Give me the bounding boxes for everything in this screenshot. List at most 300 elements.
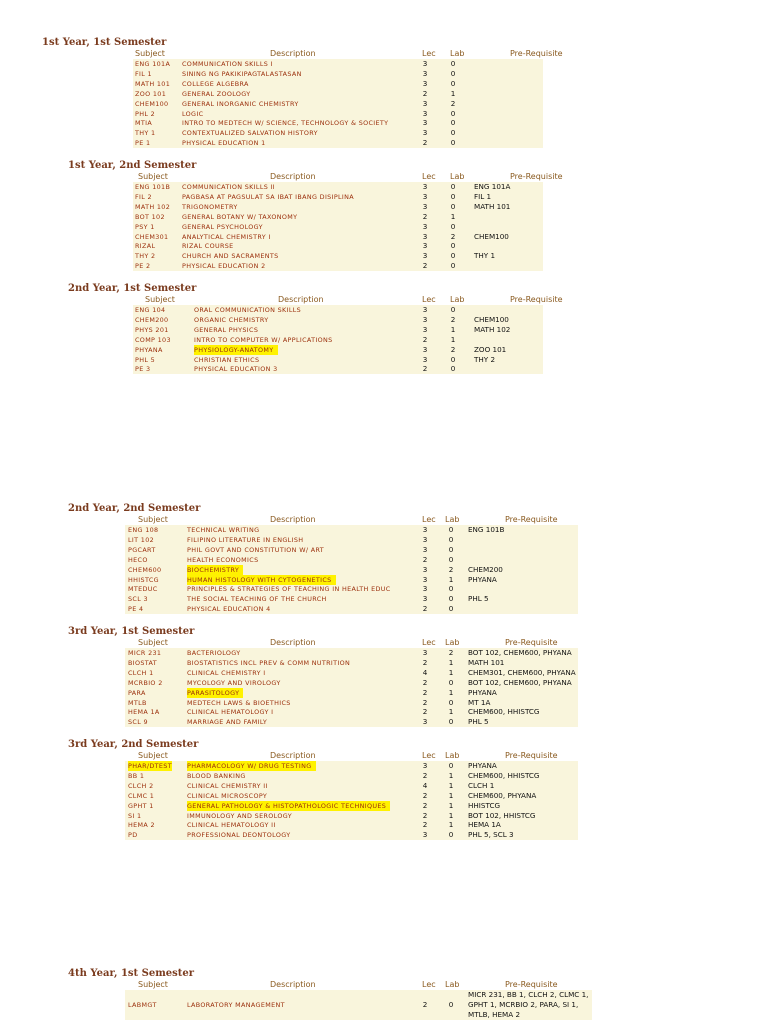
header-lec: Lec	[422, 980, 436, 989]
header-prereq: Pre-Requisite	[510, 295, 563, 304]
subject-description: BACTERIOLOGY	[187, 649, 241, 657]
lec-units: 2	[422, 687, 428, 697]
table-row	[0, 545, 768, 555]
prerequisite: HHISTCG	[468, 800, 501, 810]
lab-units: 1	[448, 800, 454, 810]
subject-description: GENERAL PSYCHOLOGY	[182, 222, 263, 231]
subject-description: GENERAL BOTANY W/ TAXONOMY	[182, 212, 298, 221]
lab-units: 0	[448, 677, 454, 687]
lab-units: 0	[450, 118, 456, 128]
table-row	[0, 345, 768, 355]
lec-units: 3	[422, 534, 428, 544]
lab-units: 0	[450, 221, 456, 231]
subject-code: RIZAL	[135, 242, 156, 251]
table-row	[0, 192, 768, 202]
subject-description: BIOSTATISTICS INCL PREV & COMM NUTRITION	[187, 658, 351, 667]
subject-description: PHIL GOVT AND CONSTITUTION W/ ART	[187, 545, 325, 554]
subject-description: CLINICAL CHEMISTRY I	[187, 668, 266, 677]
table-row	[0, 202, 768, 212]
lab-units: 2	[450, 231, 456, 241]
lab-units: 2	[450, 314, 456, 324]
prerequisite: MATH 101	[474, 201, 511, 211]
lab-units: 0	[448, 584, 454, 594]
subject-description: FILIPINO LITERATURE IN ENGLISH	[187, 535, 304, 544]
table-row	[0, 118, 768, 128]
lab-units: 0	[450, 354, 456, 364]
subject-code: CHEM200	[135, 315, 169, 324]
lab-units: 0	[450, 108, 456, 118]
lec-units: 3	[422, 108, 428, 118]
table-row	[0, 990, 768, 1020]
prerequisite: PHYANA	[468, 687, 497, 697]
table-row	[0, 535, 768, 545]
table-row	[0, 222, 768, 232]
subject-description: PHARMACOLOGY W/ DRUG TESTING	[187, 761, 316, 771]
header-description: Description	[270, 49, 316, 58]
subject-code: ZOO 101	[135, 89, 167, 98]
table-row	[0, 355, 768, 365]
lab-units: 0	[448, 761, 454, 770]
subject-code: HHISTCG	[128, 575, 159, 584]
prerequisite: CLCH 1	[468, 780, 495, 790]
subject-code: CLCH 2	[128, 781, 154, 790]
prerequisite: THY 1	[474, 251, 496, 261]
lab-units: 1	[450, 211, 456, 221]
subject-code: MTLB	[128, 698, 147, 707]
lab-units: 2	[448, 564, 454, 574]
subject-code: HECO	[128, 555, 148, 564]
lec-units: 2	[422, 211, 428, 221]
lec-units: 3	[422, 314, 428, 324]
subject-code: BIOSTAT	[128, 658, 157, 667]
lec-units: 2	[422, 677, 428, 687]
header-description: Description	[270, 638, 316, 647]
subject-description: COMMUNICATION SKILLS II	[182, 183, 275, 191]
subject-code: PD	[128, 831, 138, 840]
prerequisite: PHYANA	[468, 574, 497, 584]
lab-units: 0	[450, 68, 456, 78]
prerequisite: CHEM200	[468, 564, 503, 574]
subject-code: ENG 108	[128, 526, 159, 534]
lab-units: 2	[448, 648, 454, 657]
lec-units: 2	[422, 657, 428, 667]
subject-description: PROFESSIONAL DEONTOLOGY	[187, 831, 291, 840]
header-description: Description	[270, 751, 316, 760]
prerequisite: THY 2	[474, 354, 496, 364]
lec-units: 3	[422, 324, 428, 334]
table-row	[0, 89, 768, 99]
lab-units: 0	[450, 305, 456, 314]
lec-units: 3	[422, 574, 428, 584]
subject-code: MTIA	[135, 119, 153, 128]
lec-units: 3	[422, 354, 428, 364]
lab-units: 0	[450, 128, 456, 138]
header-lec: Lec	[422, 751, 436, 760]
lec-units: 3	[422, 182, 428, 191]
subject-description: COLLEGE ALGEBRA	[182, 79, 249, 88]
table-row	[0, 771, 768, 781]
subject-description: CONTEXTUALIZED SALVATION HISTORY	[182, 129, 318, 138]
table-row	[0, 575, 768, 585]
header-lab: Lab	[445, 515, 460, 524]
subject-description: RIZAL COURSE	[182, 242, 234, 251]
lab-units: 1	[448, 574, 454, 584]
table-row	[0, 565, 768, 575]
table-row	[0, 69, 768, 79]
table-row	[0, 325, 768, 335]
table-row	[0, 761, 768, 771]
subject-description: PHYSIOLOGY-ANATOMY	[194, 345, 278, 355]
lab-units: 1	[448, 820, 454, 830]
subject-code: PE 1	[135, 139, 151, 148]
subject-code: PHYS 201	[135, 325, 169, 334]
subject-code: FIL 1	[135, 69, 152, 78]
prerequisite: PHYANA	[468, 761, 497, 770]
subject-description: COMMUNICATION SKILLS I	[182, 60, 273, 68]
lab-units: 0	[448, 525, 454, 534]
lec-units: 4	[422, 667, 428, 677]
lec-units: 2	[422, 697, 428, 707]
semester-title: 3rd Year, 1st Semester	[68, 626, 195, 637]
subject-code: ENG 101A	[135, 60, 171, 68]
header-lec: Lec	[422, 49, 436, 58]
semester-title: 1st Year, 1st Semester	[42, 37, 167, 48]
subject-description: INTRO TO COMPUTER W/ APPLICATIONS	[194, 335, 333, 344]
subject-code: SI 1	[128, 811, 142, 820]
subject-description: GENERAL PATHOLOGY & HISTOPATHOLOGIC TECHNIQUES	[187, 801, 390, 811]
header-lec: Lec	[422, 172, 436, 181]
subject-description: GENERAL INORGANIC CHEMISTRY	[182, 99, 299, 108]
subject-description: BIOCHEMISTRY	[187, 565, 243, 575]
lab-units: 1	[448, 810, 454, 820]
subject-code: MICR 231	[128, 649, 162, 657]
subject-code: MCRBIO 2	[128, 678, 163, 687]
subject-code: PHL 5	[135, 355, 156, 364]
header-subject: Subject	[138, 172, 168, 181]
lab-units: 0	[448, 544, 454, 554]
table-row	[0, 128, 768, 138]
lab-units: 2	[450, 344, 456, 354]
table-row	[0, 707, 768, 717]
lec-units: 2	[422, 364, 428, 374]
lec-units: 2	[422, 88, 428, 98]
subject-code: SCL 9	[128, 718, 148, 727]
lab-units: 0	[450, 201, 456, 211]
subject-code: SCL 3	[128, 595, 148, 604]
lec-units: 2	[422, 820, 428, 830]
lec-units: 2	[422, 1000, 428, 1009]
header-description: Description	[278, 295, 324, 304]
lec-units: 3	[422, 648, 428, 657]
prerequisite: BOT 102, CHEM600, PHYANA	[468, 677, 572, 687]
lab-units: 0	[448, 1000, 454, 1009]
lab-units: 1	[450, 324, 456, 334]
lab-units: 2	[450, 98, 456, 108]
subject-description: PRINCIPLES & STRATEGIES OF TEACHING IN HEALTH EDUC	[187, 585, 391, 594]
table-row	[0, 305, 768, 315]
table-row	[0, 79, 768, 89]
lab-units: 1	[448, 790, 454, 800]
subject-description: CLINICAL MICROSCOPY	[187, 791, 268, 800]
header-lab: Lab	[450, 172, 465, 181]
table-row	[0, 717, 768, 727]
subject-code: CHEM301	[135, 232, 169, 241]
subject-code: LABMGT	[128, 1001, 157, 1009]
prerequisite: MATH 102	[474, 324, 511, 334]
subject-code: ENG 104	[135, 306, 166, 314]
table-row	[0, 830, 768, 840]
lec-units: 2	[422, 707, 428, 717]
lab-units: 0	[448, 717, 454, 727]
subject-code: CHEM100	[135, 99, 169, 108]
subject-code: GPHT 1	[128, 801, 154, 810]
table-row	[0, 212, 768, 222]
subject-description: PHYSICAL EDUCATION 1	[182, 139, 266, 148]
header-lab: Lab	[450, 295, 465, 304]
prerequisite: CHEM600, HHISTCG	[468, 707, 540, 717]
subject-code: PE 2	[135, 262, 151, 271]
lec-units: 3	[422, 201, 428, 211]
header-lec: Lec	[422, 638, 436, 647]
prerequisite: CHEM100	[474, 231, 509, 241]
subject-code: LIT 102	[128, 535, 155, 544]
lec-units: 3	[422, 525, 428, 534]
prerequisite: PHL 5	[468, 717, 489, 727]
lec-units: 3	[422, 98, 428, 108]
subject-description: THE SOCIAL TEACHING OF THE CHURCH	[187, 595, 327, 604]
lec-units: 3	[422, 78, 428, 88]
lab-units: 0	[450, 182, 456, 191]
subject-description: BLOOD BANKING	[187, 771, 246, 780]
prerequisite: PHL 5	[468, 594, 489, 604]
subject-code: ENG 101B	[135, 183, 171, 191]
table-row	[0, 648, 768, 658]
prerequisite: CHEM301, CHEM600, PHYANA	[468, 667, 576, 677]
semester-title: 2nd Year, 1st Semester	[68, 283, 197, 294]
header-prereq: Pre-Requisite	[505, 638, 558, 647]
lec-units: 3	[422, 830, 428, 840]
lab-units: 1	[448, 770, 454, 780]
table-row	[0, 604, 768, 614]
table-row	[0, 315, 768, 325]
subject-description: LOGIC	[182, 109, 204, 118]
lab-units: 0	[450, 241, 456, 251]
subject-description: CLINICAL CHEMISTRY II	[187, 781, 268, 790]
table-row	[0, 658, 768, 668]
subject-code: CHEM600	[128, 565, 162, 574]
lab-units: 0	[448, 534, 454, 544]
lec-units: 3	[422, 231, 428, 241]
lec-units: 3	[422, 305, 428, 314]
lec-units: 3	[422, 717, 428, 727]
subject-description: LABORATORY MANAGEMENT	[187, 1001, 285, 1009]
lab-units: 1	[448, 687, 454, 697]
lab-units: 0	[450, 78, 456, 88]
header-prereq: Pre-Requisite	[505, 515, 558, 524]
prerequisite: ENG 101A	[474, 182, 511, 191]
subject-description: CLINICAL HEMATOLOGY I	[187, 708, 274, 717]
header-lab: Lab	[450, 49, 465, 58]
table-row	[0, 335, 768, 345]
table-row	[0, 781, 768, 791]
table-row	[0, 138, 768, 148]
subject-code: THY 2	[135, 252, 156, 261]
subject-description: PAGBASA AT PAGSULAT SA IBAT IBANG DISIPLINA	[182, 192, 355, 201]
header-lab: Lab	[445, 751, 460, 760]
subject-code: PHAR/DTEST	[128, 762, 172, 770]
lec-units: 3	[422, 118, 428, 128]
subject-code: PE 3	[135, 365, 151, 374]
lab-units: 0	[448, 554, 454, 564]
header-description: Description	[270, 980, 316, 989]
subject-description: TRIGONOMETRY	[182, 202, 238, 211]
lec-units: 2	[422, 790, 428, 800]
subject-description: MYCOLOGY AND VIROLOGY	[187, 678, 281, 687]
prerequisite: MICR 231, BB 1, CLCH 2, CLMC 1, GPHT 1, MCRBIO 2, PARA, SI 1, MTLB, HEMA 2	[468, 990, 589, 1019]
table-row	[0, 688, 768, 698]
header-subject: Subject	[135, 49, 165, 58]
prerequisite: ZOO 101	[474, 344, 507, 354]
subject-description: MARRIAGE AND FAMILY	[187, 718, 268, 727]
lab-units: 0	[448, 594, 454, 604]
table-row	[0, 678, 768, 688]
lec-units: 3	[422, 584, 428, 594]
table-row	[0, 251, 768, 261]
lec-units: 2	[422, 334, 428, 344]
prerequisite: CHEM600, HHISTCG	[468, 770, 540, 780]
lec-units: 2	[422, 810, 428, 820]
lec-units: 3	[422, 564, 428, 574]
lab-units: 0	[448, 830, 454, 840]
lec-units: 3	[422, 344, 428, 354]
prerequisite: FIL 1	[474, 191, 492, 201]
lec-units: 2	[422, 554, 428, 564]
subject-description: GENERAL PHYSICS	[194, 325, 259, 334]
table-row	[0, 668, 768, 678]
header-subject: Subject	[138, 515, 168, 524]
table-row	[0, 525, 768, 535]
subject-code: FIL 2	[135, 192, 152, 201]
table-row	[0, 555, 768, 565]
lec-units: 3	[422, 761, 428, 770]
subject-code: HEMA 2	[128, 821, 155, 830]
header-lab: Lab	[445, 638, 460, 647]
lab-units: 1	[448, 707, 454, 717]
subject-code: PHYANA	[135, 345, 163, 354]
subject-code: BB 1	[128, 771, 145, 780]
lec-units: 3	[422, 251, 428, 261]
header-prereq: Pre-Requisite	[505, 980, 558, 989]
lab-units: 1	[448, 667, 454, 677]
lec-units: 2	[422, 770, 428, 780]
subject-description: PHYSICAL EDUCATION 2	[182, 262, 266, 271]
lab-units: 0	[450, 364, 456, 374]
header-lec: Lec	[422, 295, 436, 304]
table-row	[0, 811, 768, 821]
lec-units: 2	[422, 800, 428, 810]
prerequisite: MATH 101	[468, 657, 505, 667]
subject-code: PGCART	[128, 545, 156, 554]
header-subject: Subject	[138, 751, 168, 760]
lab-units: 0	[448, 604, 454, 614]
lab-units: 0	[448, 697, 454, 707]
subject-code: PHL 2	[135, 109, 156, 118]
prerequisite: CHEM600, PHYANA	[468, 790, 537, 800]
table-row	[0, 59, 768, 69]
lab-units: 1	[450, 334, 456, 344]
subject-code: CLCH 1	[128, 668, 154, 677]
subject-description: IMMUNOLOGY AND SEROLOGY	[187, 811, 292, 820]
table-row	[0, 364, 768, 374]
subject-description: CLINICAL HEMATOLOGY II	[187, 821, 276, 830]
subject-description: CHRISTIAN ETHICS	[194, 355, 260, 364]
lec-units: 3	[422, 594, 428, 604]
header-lec: Lec	[422, 515, 436, 524]
table-row	[0, 109, 768, 119]
subject-code: CLMC 1	[128, 791, 155, 800]
subject-description: ORGANIC CHEMISTRY	[194, 315, 269, 324]
subject-code: THY 1	[135, 129, 156, 138]
table-row	[0, 241, 768, 251]
subject-description: TECHNICAL WRITING	[187, 526, 260, 534]
lec-units: 2	[422, 604, 428, 614]
lab-units: 1	[448, 780, 454, 790]
header-lab: Lab	[445, 980, 460, 989]
lab-units: 1	[450, 88, 456, 98]
table-row	[0, 584, 768, 594]
semester-title: 3rd Year, 2nd Semester	[68, 739, 199, 750]
prerequisite: BOT 102, HHISTCG	[468, 810, 536, 820]
subject-code: BOT 102	[135, 212, 165, 221]
table-row	[0, 99, 768, 109]
subject-description: GENERAL ZOOLOGY	[182, 89, 251, 98]
table-row	[0, 232, 768, 242]
lec-units: 3	[422, 241, 428, 251]
lec-units: 3	[422, 544, 428, 554]
table-row	[0, 182, 768, 192]
table-row	[0, 698, 768, 708]
subject-description: CHURCH AND SACRAMENTS	[182, 252, 279, 261]
subject-description: ORAL COMMUNICATION SKILLS	[194, 306, 302, 314]
header-prereq: Pre-Requisite	[510, 172, 563, 181]
header-subject: Subject	[138, 980, 168, 989]
table-row	[0, 261, 768, 271]
subject-description: HEALTH ECONOMICS	[187, 555, 259, 564]
prerequisite: HEMA 1A	[468, 820, 501, 830]
semester-title: 4th Year, 1st Semester	[68, 968, 195, 979]
header-description: Description	[270, 172, 316, 181]
subject-code: HEMA 1A	[128, 708, 160, 717]
subject-description: HUMAN HISTOLOGY WITH CYTOGENETICS	[187, 575, 336, 585]
prerequisite: PHL 5, SCL 3	[468, 830, 514, 840]
lec-units: 3	[422, 191, 428, 201]
header-description: Description	[270, 515, 316, 524]
subject-code: MATH 102	[135, 202, 171, 211]
lab-units: 0	[450, 251, 456, 261]
subject-code: MATH 101	[135, 79, 171, 88]
header-prereq: Pre-Requisite	[505, 751, 558, 760]
subject-code: COMP 103	[135, 335, 171, 344]
lab-units: 0	[450, 191, 456, 201]
table-row	[0, 820, 768, 830]
subject-description: PARASITOLOGY	[187, 688, 243, 698]
lec-units: 3	[422, 221, 428, 231]
subject-description: ANALYTICAL CHEMISTRY I	[182, 232, 271, 241]
subject-description: PHYSICAL EDUCATION 4	[187, 605, 271, 614]
subject-description: MEDTECH LAWS & BIOETHICS	[187, 698, 291, 707]
lec-units: 3	[422, 59, 428, 68]
subject-code: PARA	[128, 688, 146, 697]
